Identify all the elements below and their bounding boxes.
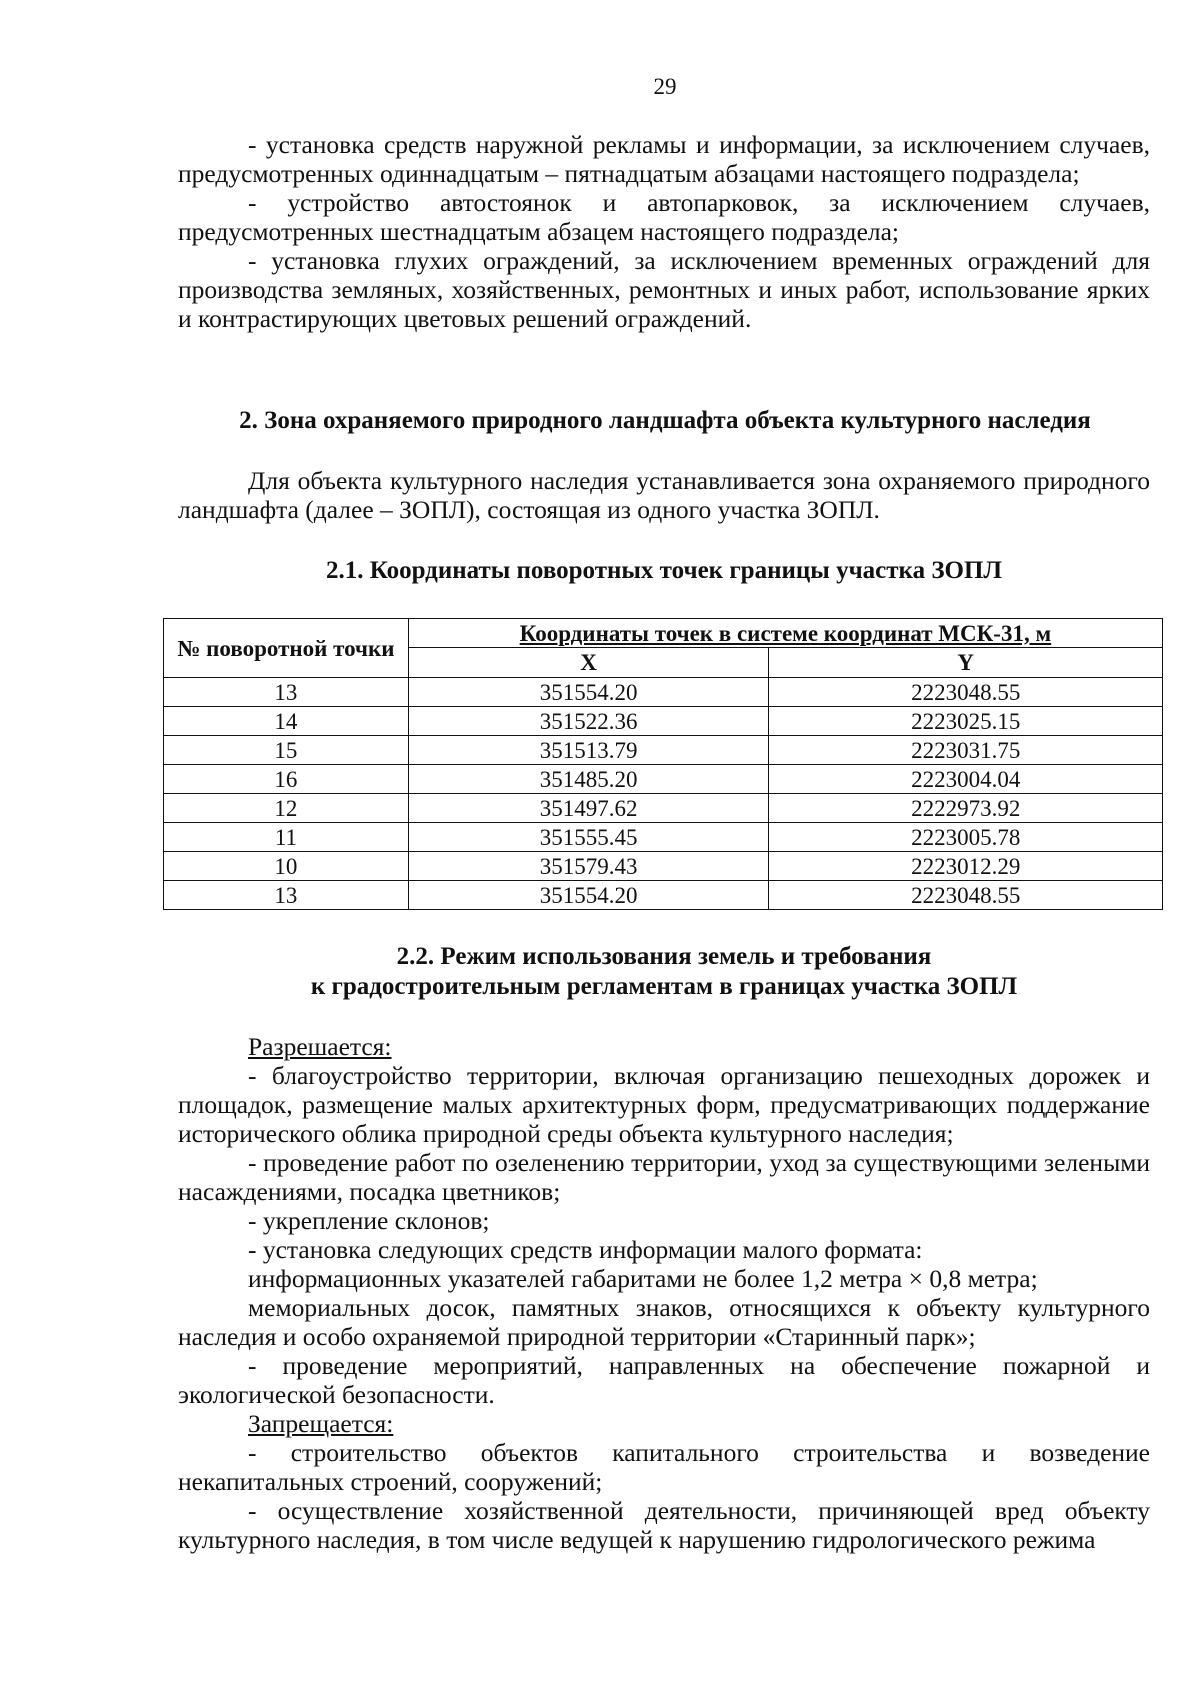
cell-x: 351485.20 <box>408 765 769 794</box>
list-item: - строительство объектов капитального строительства и возведение некапитальных строений, сооружений; <box>178 1438 1150 1496</box>
cell-y: 2223048.55 <box>769 678 1163 707</box>
section-2-intro: Для объекта культурного наследия устанавливается зона охраняемого природного ландшафта (далее – ЗОПЛ), состоящая из одного участка ЗОПЛ. <box>178 466 1150 524</box>
cell-y: 2223004.04 <box>769 765 1163 794</box>
table-row <box>164 823 1163 852</box>
cell-point: 12 <box>164 794 409 823</box>
cell-y: 2223031.75 <box>769 736 1163 765</box>
list-item: информационных указателей габаритами не более 1,2 метра × 0,8 метра; <box>248 1264 1038 1293</box>
table-row <box>164 765 1163 794</box>
col-header-x: X <box>408 648 769 678</box>
cell-point: 14 <box>164 707 409 736</box>
cell-y: 2223025.15 <box>769 707 1163 736</box>
cell-point: 15 <box>164 736 409 765</box>
list-item: - укрепление склонов; <box>248 1206 490 1235</box>
table-row <box>164 707 1163 736</box>
forbidden-label-line <box>178 1409 1150 1438</box>
cell-x: 351554.20 <box>408 678 769 707</box>
allowed-label-line <box>178 1032 1150 1061</box>
restrictions-list <box>178 130 1150 333</box>
list-item: - установка глухих ограждений, за исключением временных ограждений для производства земляных, хозяйственных, ремонтных и иных работ, использование ярких и контрастирующих цветовых решений ограждений. <box>178 246 1150 333</box>
cell-y: 2222973.92 <box>769 794 1163 823</box>
cell-y: 2223005.78 <box>769 823 1163 852</box>
table-row <box>164 794 1163 823</box>
list-item: - проведение работ по озеленению территории, уход за существующими зелеными насаждениями, посадка цветников; <box>178 1148 1150 1206</box>
cell-y: 2223048.55 <box>769 881 1163 910</box>
cell-point: 16 <box>164 765 409 794</box>
cell-x: 351497.62 <box>408 794 769 823</box>
section-2-heading: 2. Зона охраняемого природного ландшафта объекта культурного наследия <box>239 407 1091 434</box>
list-item: - устройство автостоянок и автопарковок, за исключением случаев, предусмотренных шестнадцатым абзацем настоящего подраздела; <box>178 188 1150 246</box>
section-2-1-heading: 2.1. Координаты поворотных точек границы участка ЗОПЛ <box>325 557 1003 584</box>
cell-point: 13 <box>164 881 409 910</box>
cell-point: 10 <box>164 852 409 881</box>
coordinates-table <box>163 618 1163 910</box>
list-item: мемориальных досок, памятных знаков, относящихся к объекту культурного наследия и особо охраняемой природной территории «Старинный парк»; <box>178 1293 1150 1351</box>
col-header-y: Y <box>769 648 1163 678</box>
section-2-2-heading-line2: к градостроительным регламентам в границах участка ЗОПЛ <box>310 973 1018 1000</box>
cell-y: 2223012.29 <box>769 852 1163 881</box>
table-row <box>164 881 1163 910</box>
section-2-2-heading <box>178 942 1150 1002</box>
section-2-2-body <box>178 1032 1150 1554</box>
cell-point: 13 <box>164 678 409 707</box>
cell-point: 11 <box>164 823 409 852</box>
col-header-coords <box>408 619 1162 648</box>
col-header-point: № поворотной точки <box>164 619 409 678</box>
list-item: - благоустройство территории, включая организацию пешеходных дорожек и площадок, размещение малых архитектурных форм, предусматривающих поддержание исторического облика природной среды объекта культурного наследия; <box>178 1061 1150 1148</box>
table-row <box>164 736 1163 765</box>
allowed-label: Разрешается: <box>248 1032 392 1061</box>
col-header-coords-text: Координаты точек в системе координат МСК-31, м <box>519 620 1052 646</box>
list-item: - установка следующих средств информации малого формата: <box>248 1235 923 1264</box>
forbidden-label: Запрещается: <box>248 1409 394 1438</box>
cell-x: 351513.79 <box>408 736 769 765</box>
table-row <box>164 678 1163 707</box>
cell-x: 351554.20 <box>408 881 769 910</box>
list-item: - проведение мероприятий, направленных на обеспечение пожарной и экологической безопасности. <box>178 1351 1150 1409</box>
table-row <box>164 852 1163 881</box>
section-2-intro-block <box>178 466 1150 524</box>
page-number: 29 <box>653 74 677 99</box>
cell-x: 351555.45 <box>408 823 769 852</box>
list-item: - осуществление хозяйственной деятельности, причиняющей вред объекту культурного наследия, в том числе ведущей к нарушению гидрологического режима <box>178 1496 1150 1554</box>
section-2-2-heading-line1: 2.2. Режим использования земель и требования <box>396 943 932 970</box>
cell-x: 351579.43 <box>408 852 769 881</box>
cell-x: 351522.36 <box>408 707 769 736</box>
list-item: - установка средств наружной рекламы и информации, за исключением случаев, предусмотренных одиннадцатым – пятнадцатым абзацами настоящего подраздела; <box>178 130 1150 188</box>
